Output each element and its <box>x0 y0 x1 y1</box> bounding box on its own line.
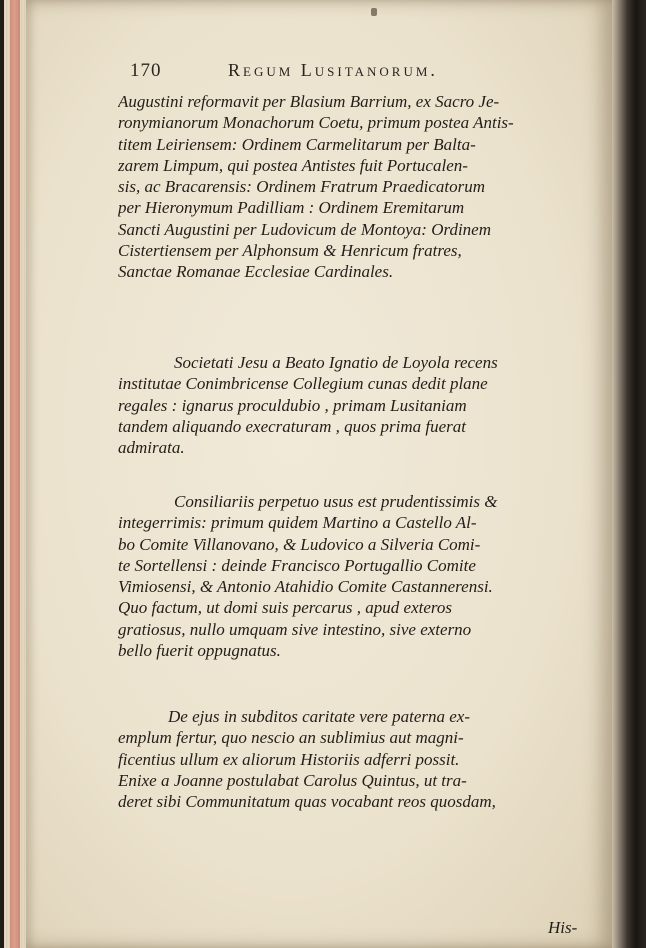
paragraph-4 <box>118 706 588 812</box>
text-line: Augustini reformavit per Blasium Barrium, ex Sacro Je- <box>118 92 500 111</box>
text-line: institutae Conimbricense Collegium cunas dedit plane <box>118 374 488 394</box>
text-line: integerrimis: primum quidem Martino a Castello Al- <box>118 513 477 533</box>
text-line: Quo factum, ut domi suis percarus , apud exteros <box>118 598 452 618</box>
page-number: 170 <box>130 60 162 81</box>
book-binding <box>612 0 646 948</box>
red-page-edge <box>10 0 20 948</box>
text-line: admirata. <box>118 438 185 458</box>
paragraph-2 <box>118 352 588 458</box>
text-line: Cistertiensem per Alphonsum & Henricum fratres, <box>118 241 462 261</box>
running-title: Regum Lusitanorum. <box>228 60 438 80</box>
text-line: titem Leiriensem: Ordinem Carmelitarum per Balta- <box>118 134 476 154</box>
text-line: zarem Limpum, qui postea Antistes fuit Portucalen- <box>118 155 468 175</box>
text-line: Consiliariis perpetuo usus est prudentissimis & <box>174 492 498 511</box>
page-header <box>130 60 490 88</box>
text-line: gratiosus, nullo umquam sive intestino, sive externo <box>118 619 472 639</box>
text-line: per Hieronymum Padilliam : Ordinem Eremitarum <box>118 198 465 218</box>
catchword: His- <box>548 918 578 937</box>
text-line: Societati Jesu a Beato Ignatio de Loyola recens <box>174 353 498 372</box>
paragraph-1 <box>118 91 588 283</box>
text-line: Vimiosensi, & Antonio Atahidio Comite Castannerensi. <box>118 577 493 597</box>
text-line: regales : ignarus proculdubio , primam Lusitaniam <box>118 395 467 415</box>
paragraph-3 <box>118 491 588 661</box>
text-line: emplum fertur, quo nescio an sublimius aut magni- <box>118 728 464 748</box>
text-line: tandem aliquando execraturam , quos prima fuerat <box>118 416 466 436</box>
text-line: ronymianorum Monachorum Coetu, primum postea Antis- <box>118 113 514 133</box>
text-line: bo Comite Villanovano, & Ludovico a Silveria Comi- <box>118 534 481 554</box>
text-line: Sancti Augustini per Ludovicum de Montoya: Ordinem <box>118 219 492 239</box>
ink-smudge <box>371 8 377 16</box>
text-line: sis, ac Bracarensis: Ordinem Fratrum Praedicatorum <box>118 177 486 197</box>
text-line: ficentius ullum ex aliorum Historiis adferri possit. <box>118 749 460 769</box>
text-line: bello fuerit oppugnatus. <box>118 641 281 661</box>
text-line: te Sortellensi : deinde Francisco Portugallio Comite <box>118 555 476 575</box>
text-line: De ejus in subditos caritate vere paterna ex- <box>168 707 470 726</box>
text-line: deret sibi Communitatum quas vocabant reos quosdam, <box>118 792 496 812</box>
text-line: Enixe a Joanne postulabat Carolus Quintus, ut tra- <box>118 770 467 790</box>
text-line: Sanctae Romanae Ecclesiae Cardinales. <box>118 262 394 282</box>
